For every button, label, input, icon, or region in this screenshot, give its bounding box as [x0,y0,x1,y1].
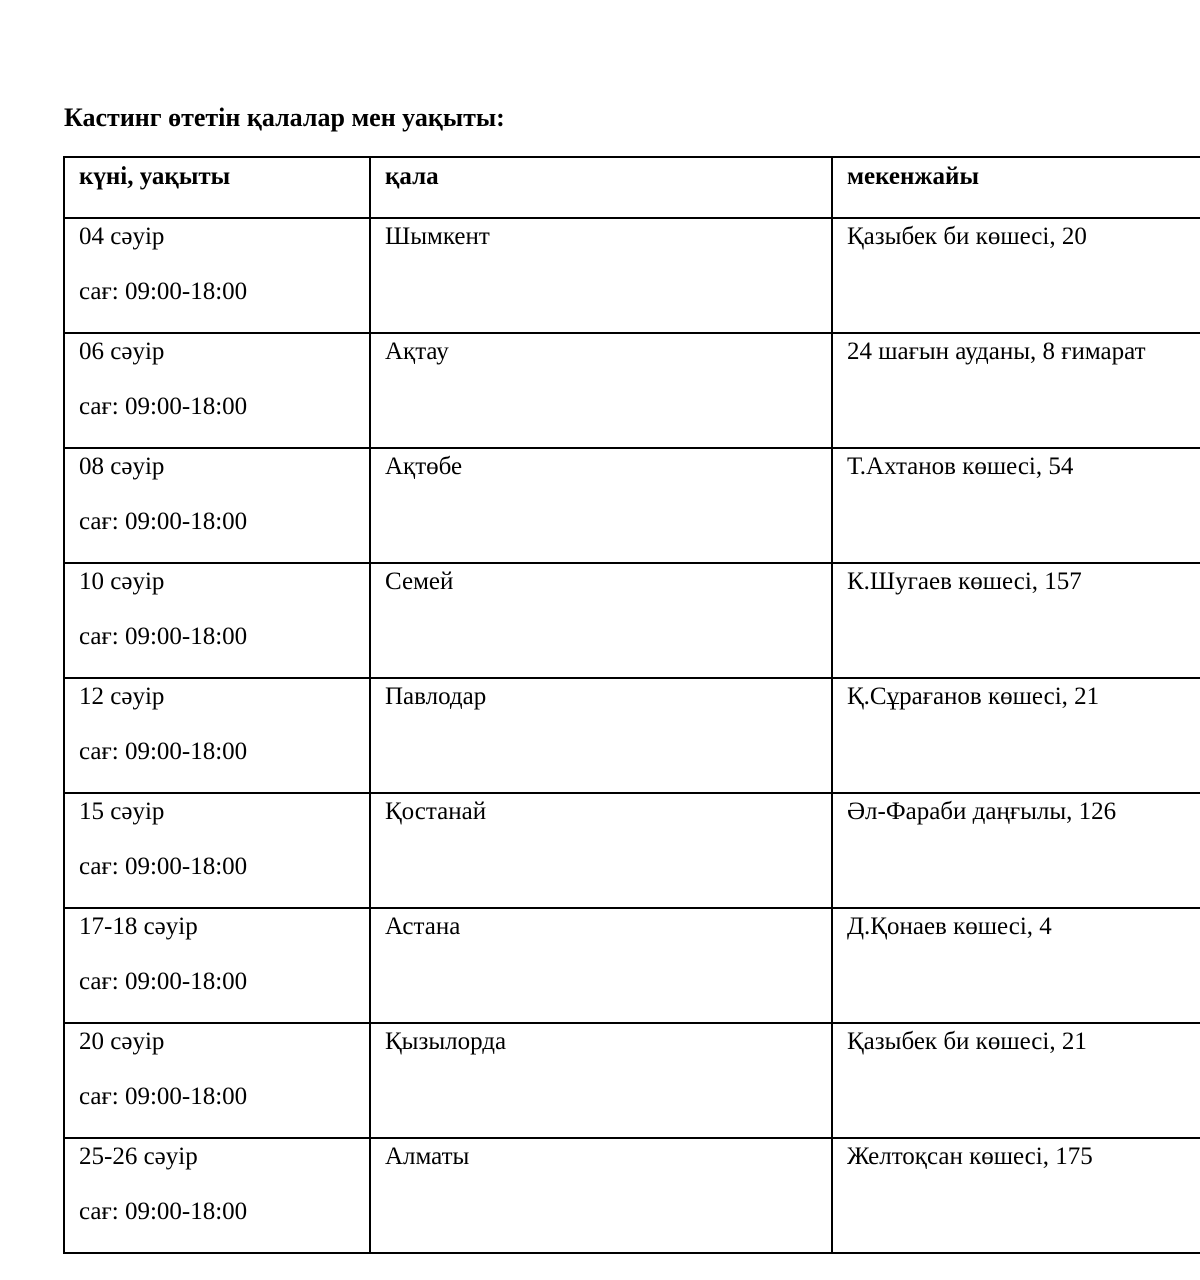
city-cell: Қызылорда [370,1023,832,1138]
time-text: сағ: 09:00-18:00 [79,738,248,765]
table-row [64,333,1200,448]
time-text: сағ: 09:00-18:00 [79,623,248,650]
city-cell: Қостанай [370,793,832,908]
page-title: Кастинг өтетін қалалар мен уақыты: [64,103,505,132]
city-cell: Семей [370,563,832,678]
time-text: сағ: 09:00-18:00 [79,508,248,535]
table-row [64,1023,1200,1138]
address-cell: Қазыбек би көшесі, 20 [832,218,1200,333]
date-text: 12 сәуір [79,683,165,710]
date-time-cell [64,448,370,563]
table-header-row [64,157,1200,218]
address-cell: Қазыбек би көшесі, 21 [832,1023,1200,1138]
city-cell: Алматы [370,1138,832,1253]
date-text: 20 сәуір [79,1028,165,1055]
city-cell: Павлодар [370,678,832,793]
time-text: сағ: 09:00-18:00 [79,393,248,420]
header-address: мекенжайы [832,157,1200,218]
header-city: қала [370,157,832,218]
city-cell: Шымкент [370,218,832,333]
time-text: сағ: 09:00-18:00 [79,278,248,305]
time-text: сағ: 09:00-18:00 [79,853,248,880]
address-cell: Желтоқсан көшесі, 175 [832,1138,1200,1253]
table-row [64,218,1200,333]
date-text: 17-18 сәуір [79,913,198,940]
casting-schedule-table [63,156,1200,1254]
address-cell: 24 шағын ауданы, 8 ғимарат [832,333,1200,448]
address-cell: Қ.Сұрағанов көшесі, 21 [832,678,1200,793]
date-text: 04 сәуір [79,223,165,250]
table-row [64,678,1200,793]
date-time-cell [64,218,370,333]
address-cell: Әл-Фараби даңғылы, 126 [832,793,1200,908]
time-text: сағ: 09:00-18:00 [79,968,248,995]
date-text: 10 сәуір [79,568,165,595]
date-text: 25-26 сәуір [79,1143,198,1170]
date-time-cell [64,908,370,1023]
city-cell: Астана [370,908,832,1023]
date-time-cell [64,793,370,908]
table-row [64,448,1200,563]
city-cell: Ақтөбе [370,448,832,563]
date-time-cell [64,333,370,448]
address-cell: Д.Қонаев көшесі, 4 [832,908,1200,1023]
table-row [64,1138,1200,1253]
date-time-cell [64,1138,370,1253]
city-cell: Ақтау [370,333,832,448]
table-row [64,908,1200,1023]
table-row [64,563,1200,678]
date-time-cell [64,678,370,793]
table-row [64,793,1200,908]
date-time-cell [64,563,370,678]
date-text: 08 сәуір [79,453,165,480]
time-text: сағ: 09:00-18:00 [79,1198,248,1225]
address-cell: К.Шугаев көшесі, 157 [832,563,1200,678]
header-date-time: күні, уақыты [64,157,370,218]
time-text: сағ: 09:00-18:00 [79,1083,248,1110]
date-text: 06 сәуір [79,338,165,365]
date-text: 15 сәуір [79,798,165,825]
address-cell: Т.Ахтанов көшесі, 54 [832,448,1200,563]
date-time-cell [64,1023,370,1138]
